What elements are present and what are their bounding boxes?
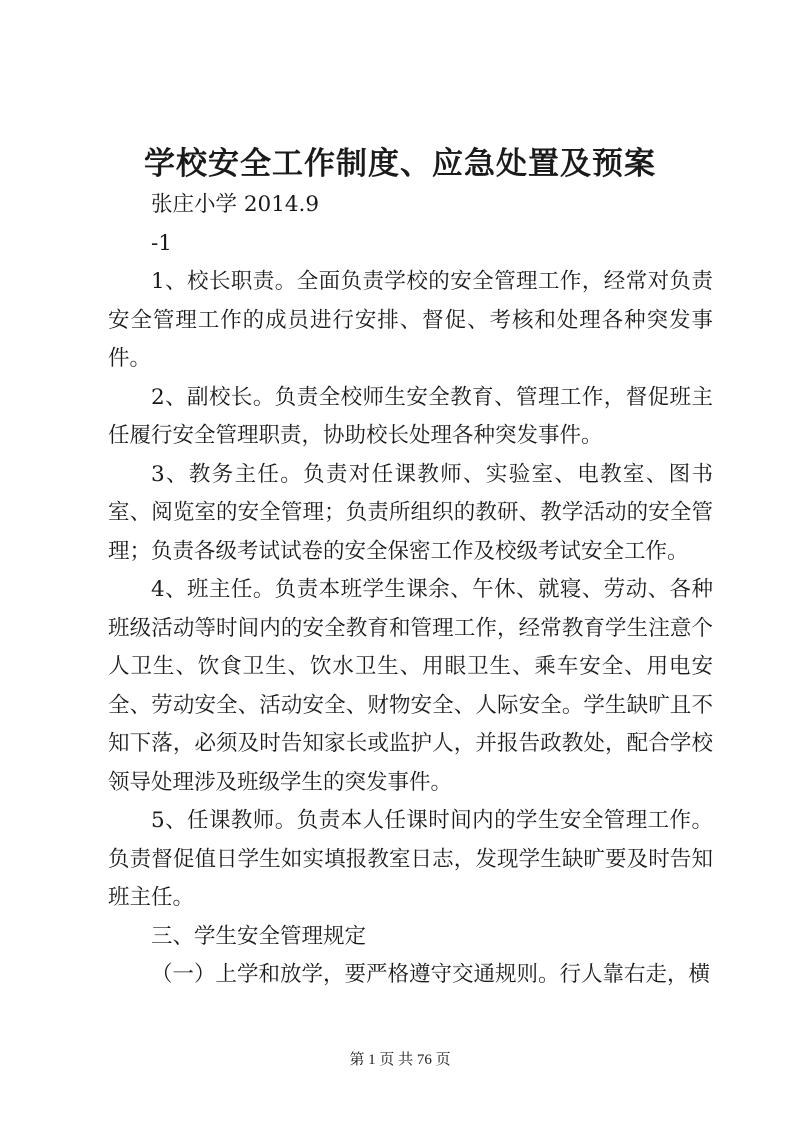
paragraph-vice-principal-duty: 2、副校长。负责全校师生安全教育、管理工作，督促班主任履行安全管理职责，协助校长处理各种突发事件。 xyxy=(108,384,713,448)
section-heading-student-safety: 三、学生安全管理规定 xyxy=(151,923,367,949)
paragraph-subject-teacher-duty: 5、任课教师。负责本人任课时间内的学生安全管理工作。负责督促值日学生如实填报教室日志，发现学生缺旷要及时告知班主任。 xyxy=(108,808,713,910)
paragraph-principal-duty: 1、校长职责。全面负责学校的安全管理工作，经常对负责安全管理工作的成员进行安排、督促、考核和处理各种突发事件。 xyxy=(108,269,713,371)
section-number: -1 xyxy=(151,230,172,256)
paragraph-academic-director-duty: 3、教务主任。负责对任课教师、实验室、电教室、图书室、阅览室的安全管理；负责所组织的教研、教学活动的安全管理；负责各级考试试卷的安全保密工作及校级考试安全工作。 xyxy=(108,461,713,564)
author-date-line: 张庄小学 2014.9 xyxy=(151,192,320,217)
document-title: 学校安全工作制度、应急处置及预案 xyxy=(144,146,656,182)
page-footer: 第 1 页 共 76 页 xyxy=(349,1052,451,1068)
paragraph-class-teacher-duty: 4、班主任。负责本班学生课余、午休、就寝、劳动、各种班级活动等时间内的安全教育和管理工作，经常教育学生注意个人卫生、饮食卫生、饮水卫生、用眼卫生、乘车安全、用电安全、劳动安全、活动安全、财物安全、人际安全。学生缺旷且不知下落，必须及时告知家长或监护人，并报告政教处，配合学校领导处理涉及班级学生的突发事件。 xyxy=(108,577,713,795)
document-body xyxy=(108,186,713,995)
paragraph-commute-rules: （一）上学和放学，要严格遵守交通规则。行人靠右走，横 xyxy=(151,962,711,987)
